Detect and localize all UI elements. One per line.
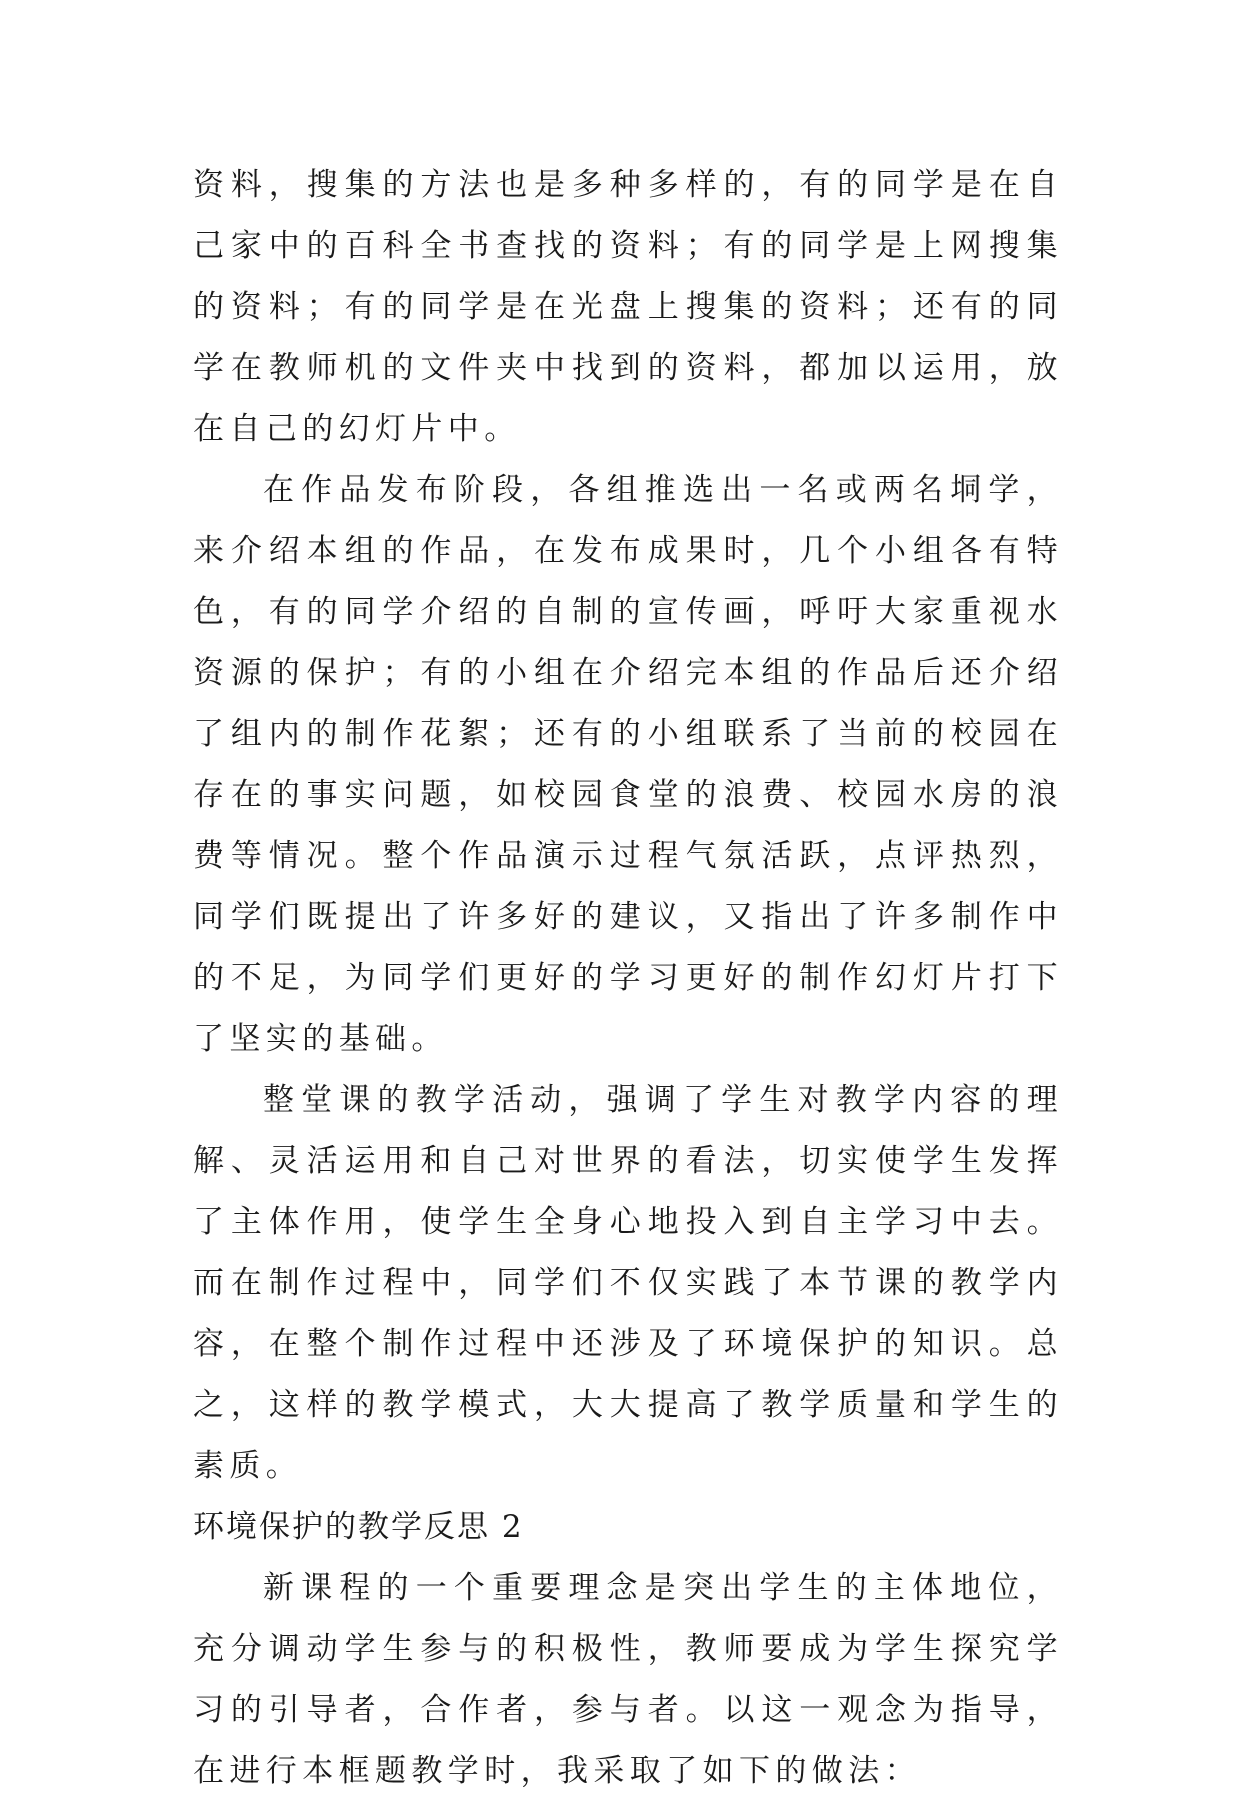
paragraph-new-curriculum: 新课程的一个重要理念是突出学生的主体地位，充分调动学生参与的积极性，教师要成为学生探究学习的引导者，合作者，参与者。以这一观念为指导，在进行本框题教学时，我采取了如下的做法： (193, 1570, 1063, 1789)
paragraph-presentation-stage: 在作品发布阶段，各组推选出一名或两名垌学，来介绍本组的作品，在发布成果时，几个小组各有特色，有的同学介绍的自制的宣传画，呼吁大家重视水资源的保护；有的小组在介绍完本组的作品后还介绍了组内的制作花絮；还有的小组联系了当前的校园在存在的事实问题，如校园食堂的浪费、校园水房的浪费等情况。整个作品演示过程气氛活跃，点评热烈，同学们既提出了许多好的建议，又指出了许多制作中的不足，为同学们更好的学习更好的制作幻灯片打下了坚实的基础。 (193, 472, 1063, 1057)
paragraph-continuation: 资料，搜集的方法也是多种多样的，有的同学是在自己家中的百科全书查找的资料；有的同学是上网搜集的资料；有的同学是在光盘上搜集的资料；还有的同学在教师机的文件夹中找到的资料，都加以运用，放在自己的幻灯片中。 (193, 167, 1063, 447)
section-heading: 环境保护的教学反思 2 (193, 1509, 524, 1545)
document-body (193, 155, 1063, 1802)
paragraph-lesson-summary: 整堂课的教学活动，强调了学生对教学内容的理解、灵活运用和自己对世界的看法，切实使学生发挥了主体作用，使学生全身心地投入到自主学习中去。而在制作过程中，同学们不仅实践了本节课的教学内容，在整个制作过程中还涉及了环境保护的知识。总之，这样的教学模式，大大提高了教学质量和学生的素质。 (193, 1082, 1063, 1484)
